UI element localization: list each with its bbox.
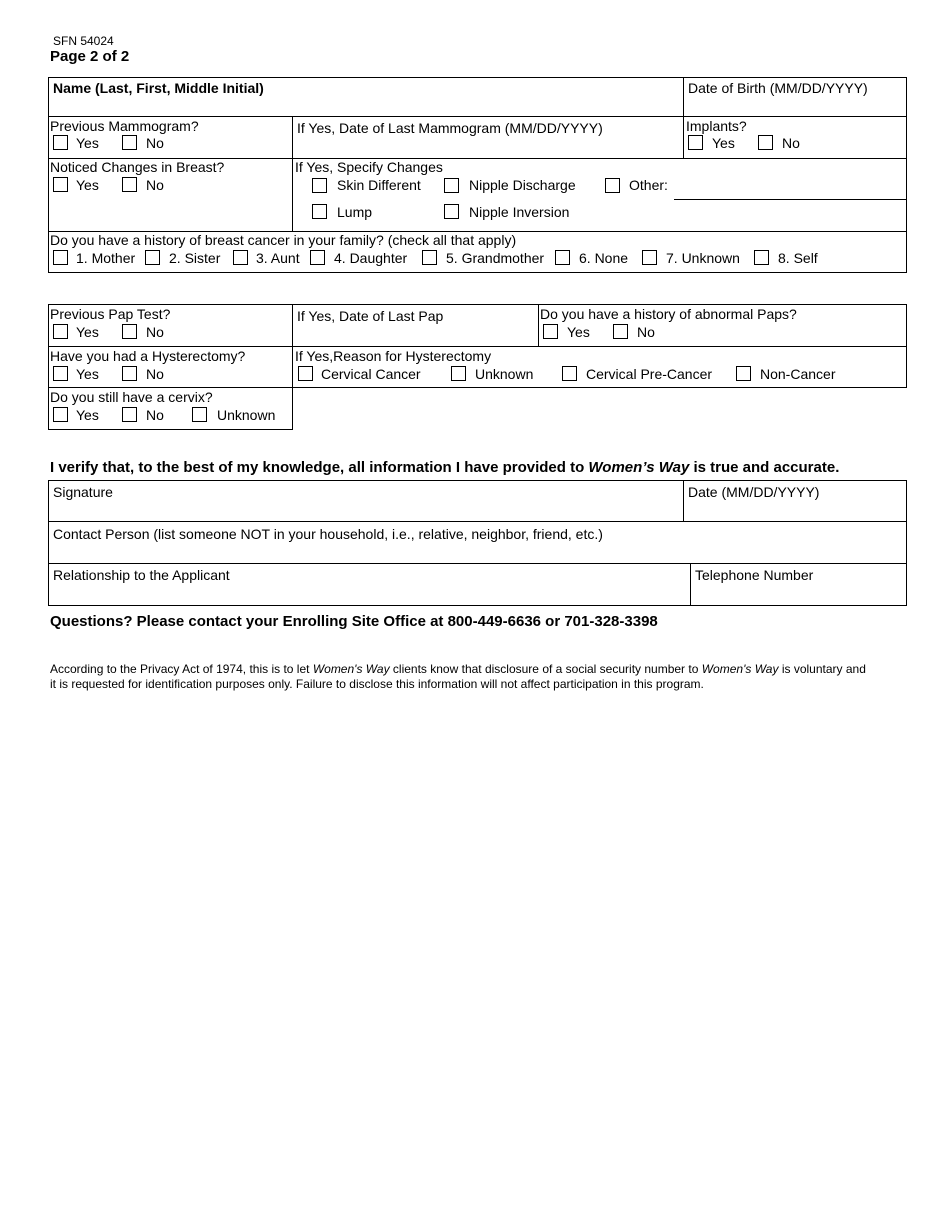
cervix-yes-label: Yes — [76, 407, 99, 423]
contact-person-field[interactable]: Contact Person (list someone NOT in your household, i.e., relative, neighbor, friend, etc.) — [53, 526, 603, 542]
previous-pap-label: Previous Pap Test? — [50, 306, 171, 322]
family-none-label: 6. None — [579, 250, 629, 266]
nipple-inversion-checkbox[interactable] — [444, 204, 459, 219]
family-mother-label: 1. Mother — [76, 250, 136, 266]
noticed-changes-label: Noticed Changes in Breast? — [50, 159, 225, 175]
previous-mammogram-label: Previous Mammogram? — [50, 118, 199, 134]
implants-no-checkbox[interactable] — [758, 135, 773, 150]
privacy-notice-line2: it is requested for identification purposes only. Failure to disclose this information will not affect participation in this program. — [50, 677, 704, 691]
reason-non-cancer-label: Non-Cancer — [760, 366, 836, 382]
hysterectomy-yes-checkbox[interactable] — [53, 366, 68, 381]
name-label: Name (Last, First, Middle Initial) — [53, 80, 264, 96]
changes-yes-checkbox[interactable] — [53, 177, 68, 192]
changes-no-checkbox[interactable] — [122, 177, 137, 192]
family-sister-label: 2. Sister — [169, 250, 221, 266]
mammogram-no-label: No — [146, 135, 164, 151]
abnormal-yes-checkbox[interactable] — [543, 324, 558, 339]
signature-date-field[interactable]: Date (MM/DD/YYYY) — [688, 484, 820, 500]
cervix-unknown-checkbox[interactable] — [192, 407, 207, 422]
family-unknown-checkbox[interactable] — [642, 250, 657, 265]
abnormal-no-label: No — [637, 324, 655, 340]
implants-no-label: No — [782, 135, 800, 151]
verification-statement: I verify that, to the best of my knowledge, all information I have provided to Women’s Way is true and accurate. — [50, 459, 840, 476]
hysterectomy-reason-label: If Yes,Reason for Hysterectomy — [295, 348, 492, 364]
questions-contact: Questions? Please contact your Enrolling Site Office at 800-449-6636 or 701-328-3398 — [50, 613, 658, 630]
family-grandmother-checkbox[interactable] — [422, 250, 437, 265]
other-change-label: Other: — [629, 177, 668, 193]
cervix-unknown-label: Unknown — [217, 407, 276, 423]
family-sister-checkbox[interactable] — [145, 250, 160, 265]
hysterectomy-no-checkbox[interactable] — [122, 366, 137, 381]
nipple-discharge-checkbox[interactable] — [444, 178, 459, 193]
abnormal-no-checkbox[interactable] — [613, 324, 628, 339]
family-aunt-label: 3. Aunt — [256, 250, 300, 266]
mammogram-no-checkbox[interactable] — [122, 135, 137, 150]
other-change-checkbox[interactable] — [605, 178, 620, 193]
family-history-label: Do you have a history of breast cancer in your family? (check all that apply) — [50, 232, 517, 248]
skin-different-checkbox[interactable] — [312, 178, 327, 193]
reason-unknown-label: Unknown — [475, 366, 534, 382]
lump-checkbox[interactable] — [312, 204, 327, 219]
reason-pre-cancer-checkbox[interactable] — [562, 366, 577, 381]
family-unknown-label: 7. Unknown — [666, 250, 740, 266]
relationship-field[interactable]: Relationship to the Applicant — [53, 567, 230, 583]
cervix-no-label: No — [146, 407, 164, 423]
last-mammogram-date-label: If Yes, Date of Last Mammogram (MM/DD/YYYY) — [297, 120, 603, 136]
skin-different-label: Skin Different — [337, 177, 421, 193]
reason-pre-cancer-label: Cervical Pre-Cancer — [586, 366, 713, 382]
family-grandmother-label: 5. Grandmother — [446, 250, 545, 266]
cervix-label: Do you still have a cervix? — [50, 389, 213, 405]
implants-yes-checkbox[interactable] — [688, 135, 703, 150]
nipple-discharge-label: Nipple Discharge — [469, 177, 576, 193]
family-daughter-checkbox[interactable] — [310, 250, 325, 265]
reason-cervical-cancer-label: Cervical Cancer — [321, 366, 421, 382]
hysterectomy-label: Have you had a Hysterectomy? — [50, 348, 246, 364]
family-self-label: 8. Self — [778, 250, 818, 266]
pap-no-checkbox[interactable] — [122, 324, 137, 339]
mammogram-yes-label: Yes — [76, 135, 99, 151]
telephone-field[interactable]: Telephone Number — [695, 567, 814, 583]
nipple-inversion-label: Nipple Inversion — [469, 204, 570, 220]
changes-no-label: No — [146, 177, 164, 193]
last-pap-date-label: If Yes, Date of Last Pap — [297, 308, 444, 324]
pap-yes-label: Yes — [76, 324, 99, 340]
cervix-yes-checkbox[interactable] — [53, 407, 68, 422]
reason-cervical-cancer-checkbox[interactable] — [298, 366, 313, 381]
hysterectomy-yes-label: Yes — [76, 366, 99, 382]
dob-label: Date of Birth (MM/DD/YYYY) — [688, 80, 868, 96]
implants-yes-label: Yes — [712, 135, 735, 151]
pap-no-label: No — [146, 324, 164, 340]
lump-label: Lump — [337, 204, 373, 220]
reason-unknown-checkbox[interactable] — [451, 366, 466, 381]
privacy-notice-line1: According to the Privacy Act of 1974, this is to let Women's Way clients know that disclosure of a social security number to Women's Way is voluntary and — [50, 662, 866, 676]
changes-yes-label: Yes — [76, 177, 99, 193]
pap-yes-checkbox[interactable] — [53, 324, 68, 339]
abnormal-paps-label: Do you have a history of abnormal Paps? — [540, 306, 797, 322]
program-name: Women’s Way — [588, 459, 690, 476]
family-mother-checkbox[interactable] — [53, 250, 68, 265]
family-aunt-checkbox[interactable] — [233, 250, 248, 265]
specify-changes-label: If Yes, Specify Changes — [295, 159, 443, 175]
cervix-no-checkbox[interactable] — [122, 407, 137, 422]
family-none-checkbox[interactable] — [555, 250, 570, 265]
form-number: SFN 54024 — [53, 34, 114, 48]
mammogram-yes-checkbox[interactable] — [53, 135, 68, 150]
signature-field[interactable]: Signature — [53, 484, 113, 500]
hysterectomy-no-label: No — [146, 366, 164, 382]
implants-label: Implants? — [686, 118, 747, 134]
page-indicator: Page 2 of 2 — [50, 48, 130, 65]
family-daughter-label: 4. Daughter — [334, 250, 408, 266]
abnormal-yes-label: Yes — [567, 324, 590, 340]
family-self-checkbox[interactable] — [754, 250, 769, 265]
reason-non-cancer-checkbox[interactable] — [736, 366, 751, 381]
